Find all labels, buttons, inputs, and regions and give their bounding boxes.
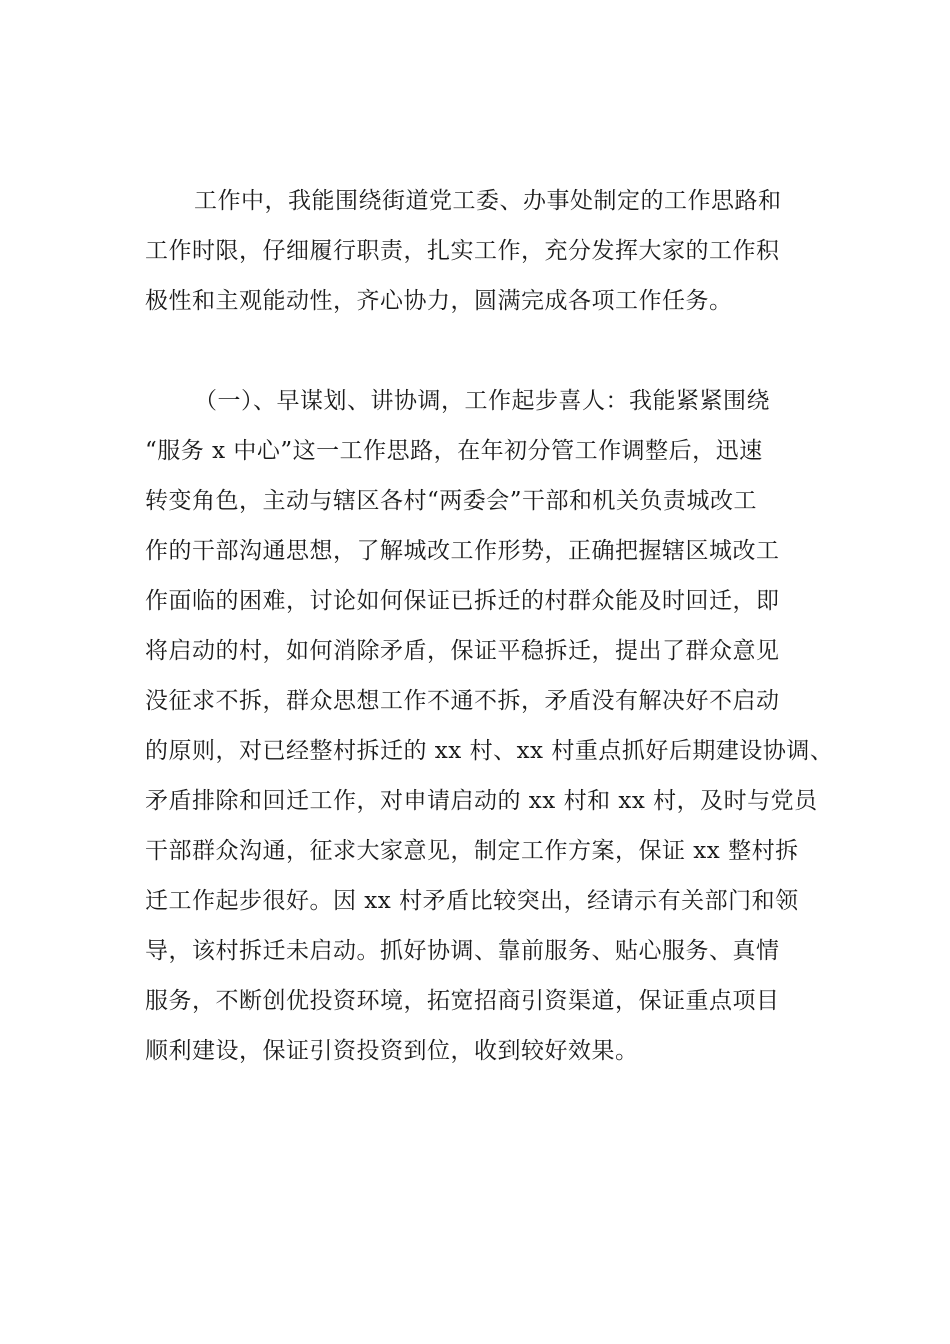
paragraph-2-line-5: 作面临的困难，讨论如何保证已拆迁的村群众能及时回迁，即 xyxy=(145,588,780,614)
paragraph-2-line-9: 矛盾排除和回迁工作，对申请启动的 xx 村和 xx 村，及时与党员 xyxy=(145,788,818,814)
paragraph-2-line-3: 转变角色，主动与辖区各村“两委会”干部和机关负责城改工 xyxy=(145,488,758,514)
paragraph-2-line-8: 的原则，对已经整村拆迁的 xx 村、xx 村重点抓好后期建设协调、 xyxy=(145,738,834,764)
paragraph-1-line-1: 工作中，我能围绕街道党工委、办事处制定的工作思路和 xyxy=(194,188,782,214)
paragraph-2-line-11: 迁工作起步很好。因 xx 村矛盾比较突出，经请示有关部门和领 xyxy=(145,888,799,914)
paragraph-2-line-6: 将启动的村，如何消除矛盾，保证平稳拆迁，提出了群众意见 xyxy=(145,638,780,664)
paragraph-2-line-12: 导，该村拆迁未启动。抓好协调、靠前服务、贴心服务、真情 xyxy=(145,938,780,964)
paragraph-2-line-10: 干部群众沟通，征求大家意见，制定工作方案，保证 xx 整村拆 xyxy=(145,838,799,864)
paragraph-2-line-7: 没征求不拆，群众思想工作不通不拆，矛盾没有解决好不启动 xyxy=(145,688,780,714)
paragraph-2-line-13: 服务，不断创优投资环境，拓宽招商引资渠道，保证重点项目 xyxy=(145,988,780,1014)
paragraph-2-line-1: （一）、早谋划、讲协调，工作起步喜人：我能紧紧围绕 xyxy=(194,388,770,414)
paragraph-2-line-14: 顺利建设，保证引资投资到位，收到较好效果。 xyxy=(145,1038,639,1064)
paragraph-1-line-3: 极性和主观能动性，齐心协力，圆满完成各项工作任务。 xyxy=(145,288,733,314)
paragraph-2-line-4: 作的干部沟通思想，了解城改工作形势，正确把握辖区城改工 xyxy=(145,538,780,564)
paragraph-1-line-2: 工作时限，仔细履行职责，扎实工作，充分发挥大家的工作积 xyxy=(145,238,780,264)
paragraph-2-line-2: “服务 x 中心”这一工作思路，在年初分管工作调整后，迅速 xyxy=(145,438,763,464)
